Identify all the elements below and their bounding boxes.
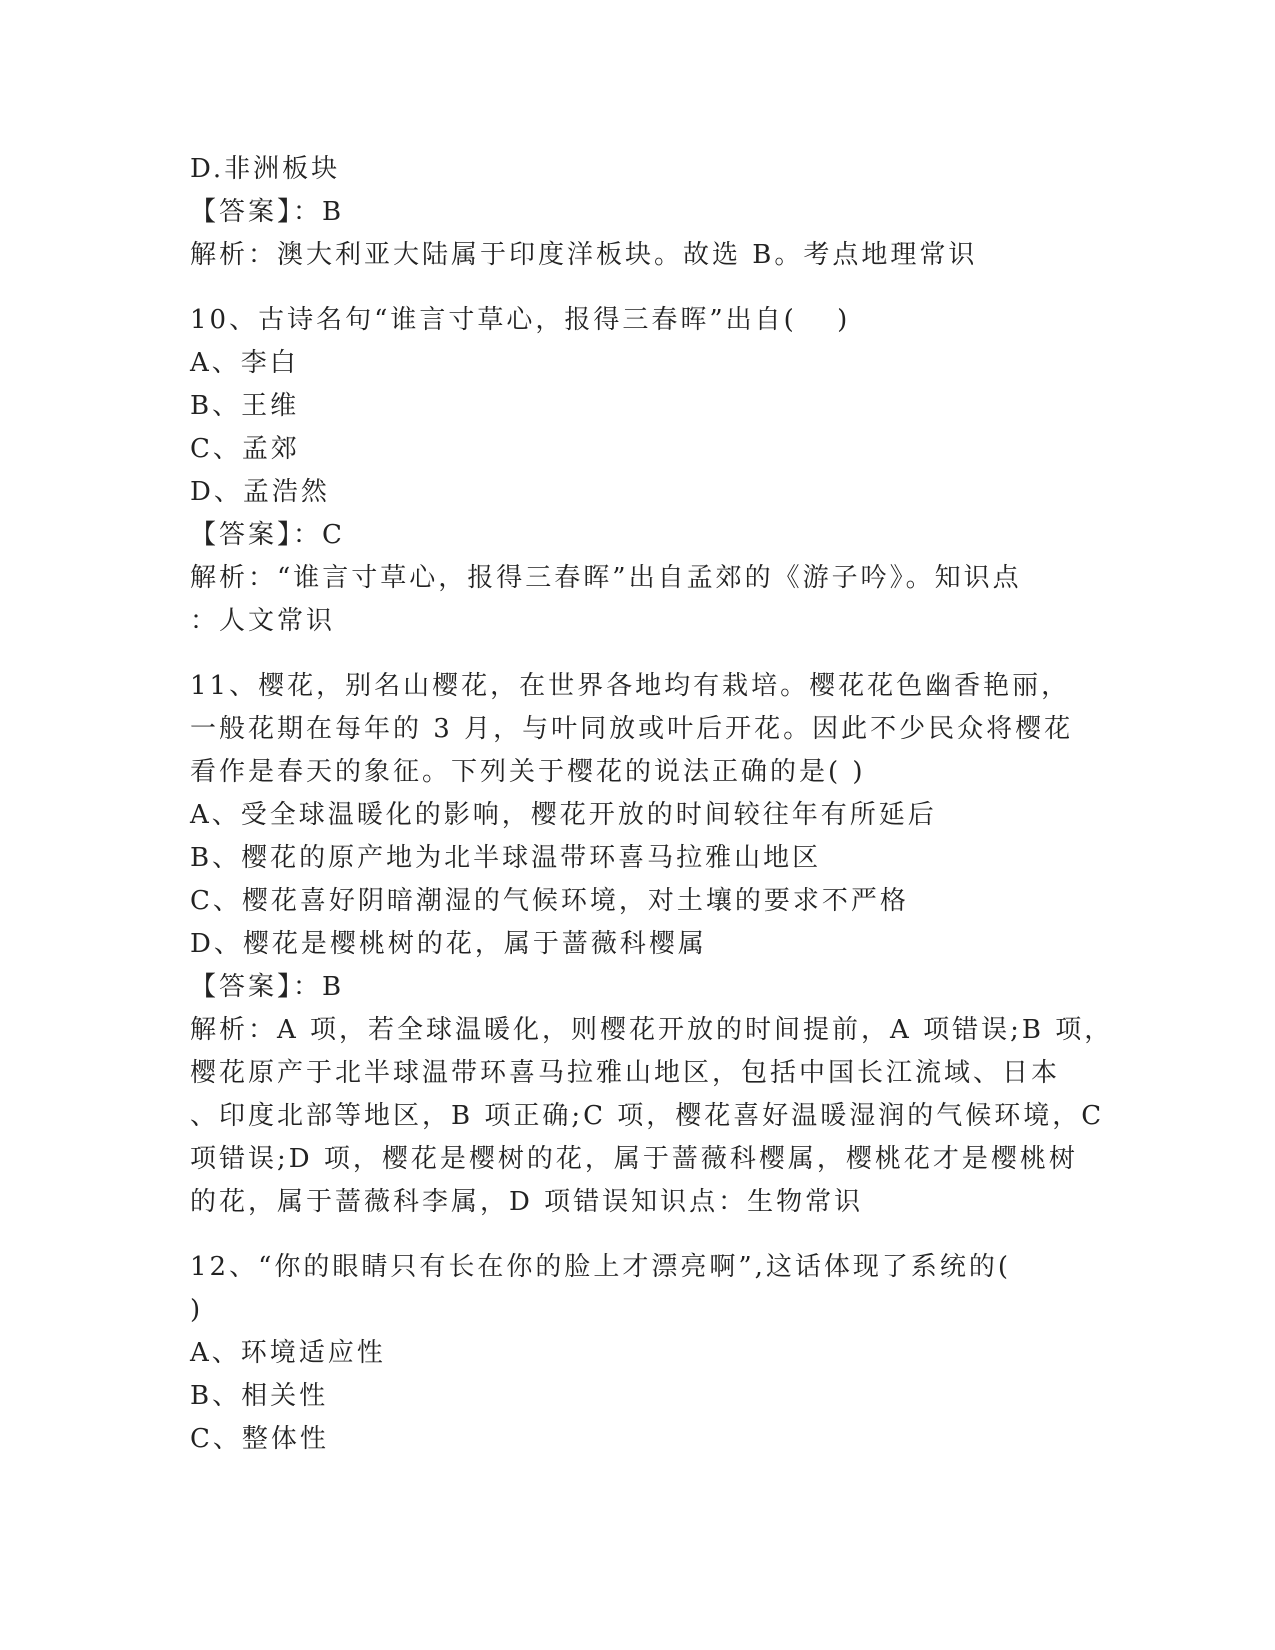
q11-analysis-line: 解析：A 项，若全球温暖化，则樱花开放的时间提前，A 项错误;B 项， (190, 1015, 1114, 1045)
q12-option-b: B、相关性 (190, 1381, 329, 1411)
document-page (190, 148, 1114, 1461)
q11-option-a: A、受全球温暖化的影响，樱花开放的时间较往年有所延后 (190, 800, 937, 830)
q10-question: 10、古诗名句“谁言寸草心，报得三春晖”出自( ) (190, 305, 851, 335)
q11-answer: 【答案】：B (190, 972, 345, 1002)
q10-analysis-line: 解析：“谁言寸草心，报得三春晖”出自孟郊的《游子吟》。知识点 (190, 563, 1022, 593)
q10-option-c: C、孟郊 (190, 434, 300, 464)
q11-question-line: 看作是春天的象征。下列关于樱花的说法正确的是( ) (190, 757, 866, 787)
q11-analysis-line: 项错误;D 项，樱花是樱树的花，属于蔷薇科樱属，樱桃花才是樱桃树 (190, 1144, 1078, 1174)
q11-option-c: C、樱花喜好阴暗潮湿的气候环境，对土壤的要求不严格 (190, 886, 909, 916)
q10-option-a: A、李白 (190, 348, 299, 378)
q11-question-line: 一般花期在每年的 3 月，与叶同放或叶后开花。因此不少民众将樱花 (190, 714, 1074, 744)
q12-question-line: ) (190, 1295, 204, 1325)
q11-analysis-line: 的花，属于蔷薇科李属，D 项错误知识点：生物常识 (190, 1187, 864, 1217)
q10-option-b: B、王维 (190, 391, 300, 421)
q10-option-d: D、孟浩然 (190, 477, 330, 507)
q10-analysis-line: ：人文常识 (190, 606, 336, 636)
q11-option-b: B、樱花的原产地为北半球温带环喜马拉雅山地区 (190, 843, 822, 873)
q9-option-d: D.非洲板块 (190, 154, 341, 184)
q10-answer: 【答案】：C (190, 520, 345, 550)
q9-answer: 【答案】：B (190, 197, 345, 227)
q11-analysis-line: 、印度北部等地区，B 项正确;C 项，樱花喜好温暖湿润的气候环境，C (190, 1101, 1105, 1131)
q11-option-d: D、樱花是樱桃树的花，属于蔷薇科樱属 (190, 929, 707, 959)
q11-analysis-line: 樱花原产于北半球温带环喜马拉雅山地区，包括中国长江流域、日本 (190, 1058, 1061, 1088)
q9-analysis: 解析：澳大利亚大陆属于印度洋板块。故选 B。考点地理常识 (190, 240, 978, 270)
q12-question-line: 12、“你的眼睛只有长在你的脸上才漂亮啊”,这话体现了系统的( (190, 1252, 1012, 1282)
q11-question-line: 11、樱花，别名山樱花，在世界各地均有栽培。樱花花色幽香艳丽， (190, 671, 1071, 701)
q12-option-a: A、环境适应性 (190, 1338, 386, 1368)
q12-option-c: C、整体性 (190, 1424, 329, 1454)
